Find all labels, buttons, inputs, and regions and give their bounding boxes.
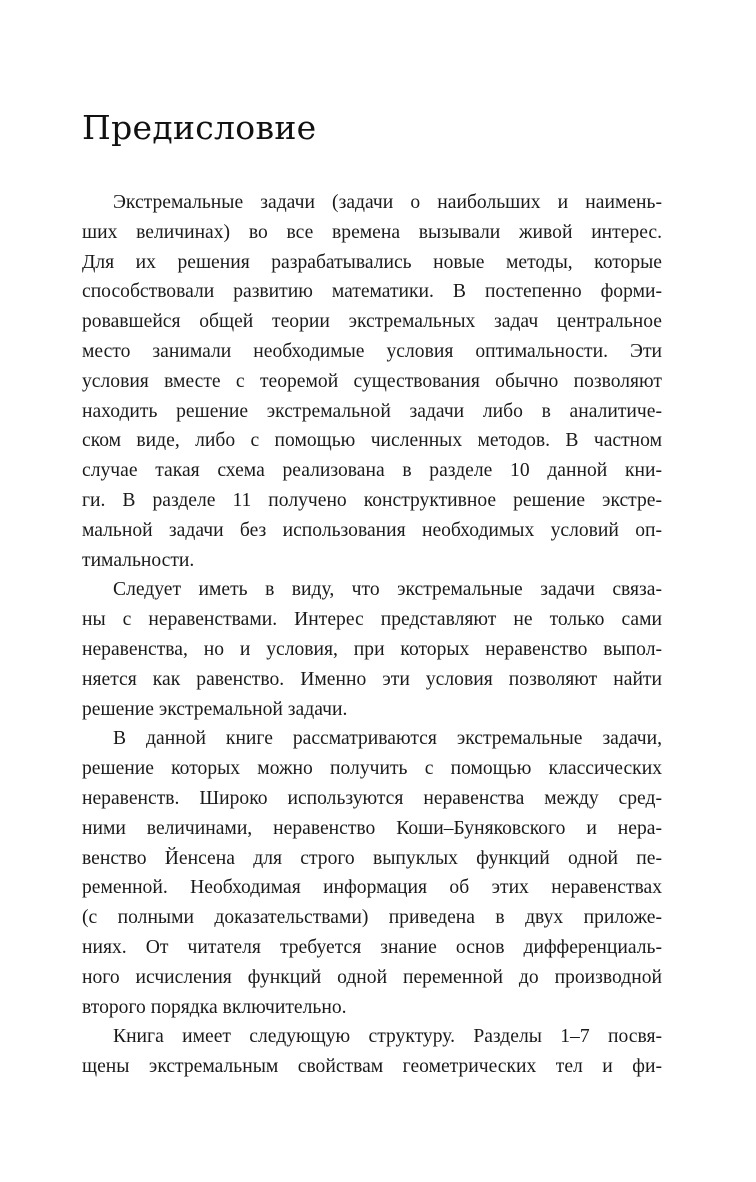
paragraph-1 <box>82 188 662 575</box>
paragraph-4 <box>82 1022 662 1082</box>
text-line: способствовали развитию математики. В постепенно форми- <box>82 281 662 303</box>
text-line: условия вместе с теоремой существования обычно позволяют <box>82 370 662 392</box>
text-line: случае такая схема реализована в разделе 10 данной кни- <box>82 460 662 482</box>
text-line: второго порядка включительно. <box>82 996 347 1018</box>
text-line: ровавшейся общей теории экстремальных задач центральное <box>82 311 662 333</box>
paragraph-3 <box>82 724 662 1022</box>
text-line: решение экстремальной задачи. <box>82 698 348 720</box>
page-title: Предисловие <box>82 108 317 147</box>
text-line: мальной задачи без использования необходимых условий оп- <box>82 519 662 541</box>
text-line: находить решение экстремальной задачи либо в аналитиче- <box>82 400 662 422</box>
text-line: ших величинах) во все времена вызывали живой интерес. <box>82 221 662 243</box>
paragraph-2 <box>82 575 662 724</box>
text-line: ги. В разделе 11 получено конструктивное решение экстре- <box>82 489 662 511</box>
text-line: Книга имеет следующую структуру. Разделы 1–7 посвя- <box>113 1026 662 1048</box>
text-line: В данной книге рассматриваются экстремальные задачи, <box>113 728 662 750</box>
text-line: ны с неравенствами. Интерес представляют не только сами <box>82 609 662 631</box>
text-line: неравенства, но и условия, при которых неравенство выпол- <box>82 638 662 660</box>
text-line: щены экстремальным свойствам геометрических тел и фи- <box>82 1056 662 1078</box>
text-line: (с полными доказательствами) приведена в двух приложе- <box>82 907 662 929</box>
text-line: ременной. Необходимая информация об этих неравенствах <box>82 877 662 899</box>
text-line: Экстремальные задачи (задачи о наибольших и наимень- <box>113 192 662 213</box>
text-line: няется как равенство. Именно эти условия позволяют найти <box>82 668 662 690</box>
text-line: Следует иметь в виду, что экстремальные задачи связа- <box>113 579 662 601</box>
text-line: место занимали необходимые условия оптимальности. Эти <box>82 340 662 362</box>
preface-body <box>82 188 662 1082</box>
text-line: ного исчисления функций одной переменной до производной <box>82 966 662 988</box>
text-line: неравенств. Широко используются неравенства между сред- <box>82 787 662 809</box>
text-line: Для их решения разрабатывались новые методы, которые <box>82 251 662 273</box>
text-line: тимальности. <box>82 549 195 571</box>
text-line: решение которых можно получить с помощью классических <box>82 758 662 780</box>
text-line: ниях. От читателя требуется знание основ дифференциаль- <box>82 936 662 958</box>
text-line: венство Йенсена для строго выпуклых функций одной пе- <box>82 847 662 869</box>
text-line: ском виде, либо с помощью численных методов. В частном <box>82 430 662 452</box>
text-line: ними величинами, неравенство Коши–Буняковского и нера- <box>82 817 662 839</box>
